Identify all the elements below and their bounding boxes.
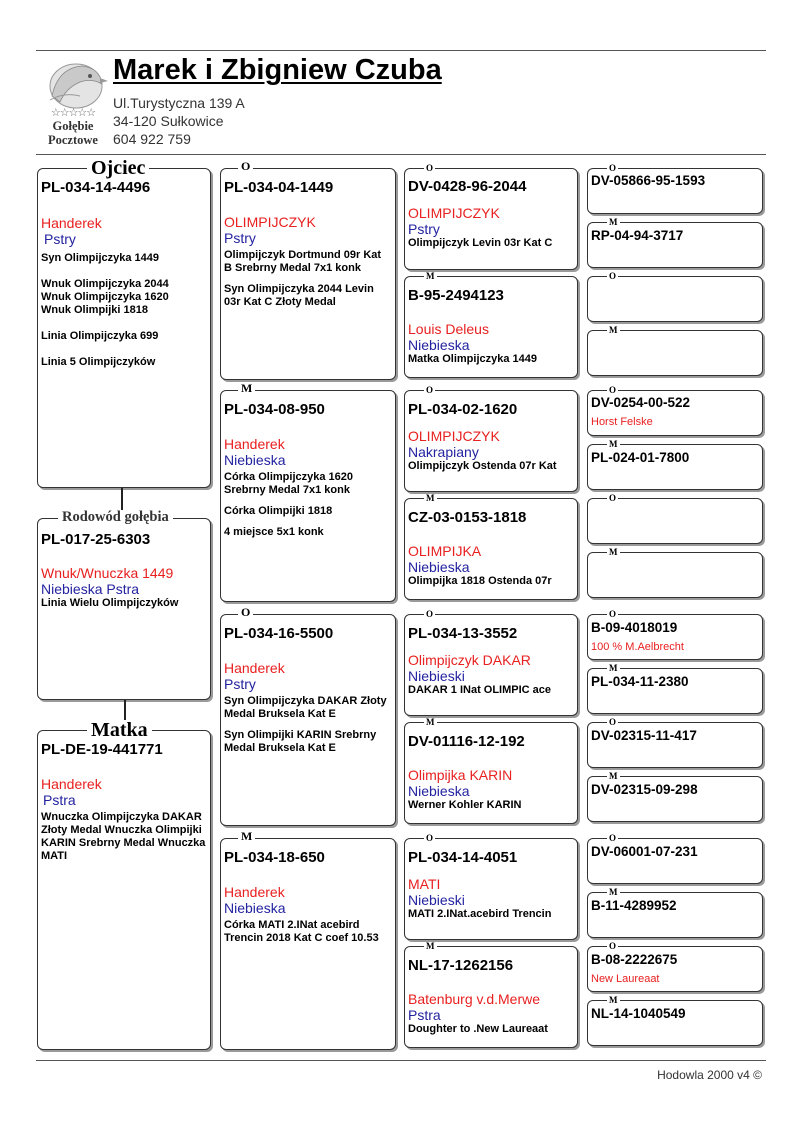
gen3-box-5: PL-034-13-3552 Olimpijczyk DAKAR Niebieski DAKAR 1 INat OLIMPIC ace [404,614,578,716]
gen3-box-3: PL-034-02-1620 OLIMPIJCZYK Nakrapiany Olimpijczyk Ostenda 07r Kat [404,390,578,492]
dam-color: Pstra [43,792,76,808]
address-line-3: 604 922 759 [113,131,191,147]
gen4-label-1: O [609,163,617,173]
gen4-box-15: B-08-2222675 New Laureaat [587,946,763,992]
sire-box [37,168,211,488]
gen4-box-3 [587,276,763,322]
gen4-box-16: NL-14-1040549 [587,1000,763,1046]
gen4-label-2: M [609,217,618,227]
pigeon-name: Wnuk/Wnuczka 1449 [41,565,174,581]
gen4-label-4: M [609,325,618,335]
pigeon-desc: Linia Wielu Olimpijczyków [41,597,179,609]
gen4-box-9: B-09-4018019 100 % M.Aelbrecht [587,614,763,660]
sire-name: Handerek [41,215,102,231]
gen2-label-4: M [238,830,255,842]
gen3-box-4: CZ-03-0153-1818 OLIMPIJKA Niebieska Olimpijka 1818 Ostenda 07r [404,498,578,600]
gen3-box-2: B-95-2494123 Louis Deleus Niebieska Matka Olimpijczyka 1449 [404,276,578,378]
gen4-label-15: O [609,941,617,951]
gen4-box-5: DV-0254-00-522 Horst Felske [587,390,763,436]
dam-desc: Wnuczka Olimpijczyka DAKAR Złoty Medal Wnuczka Olimpijki KARIN Srebrny Medal Wnuczka MATI [41,811,206,862]
sire-desc: Syn Olimpijczyka 1449 Wnuk Olimpijczyka 2044 Wnuk Olimpijczyka 1620 Wnuk Olimpijki 1818 Linia Olimpijczyka 699 Linia 5 Olimpijczyków [41,252,169,368]
dam-label: Matka [87,720,152,740]
footer-rule [36,1060,766,1061]
logo [36,56,110,148]
gen2-label-1: O [238,160,253,172]
gen4-label-13: O [609,833,617,843]
gen4-box-6: PL-024-01-7800 [587,444,763,490]
pigeon-box [37,518,211,700]
gen2-box-2: PL-034-08-950 Handerek Niebieska Córka Olimpijczyka 1620 Srebrny Medal 7x1 konk Córka Olimpijki 1818 4 miejsce 5x1 konk [220,390,396,602]
logo-text-line2: Pocztowe [48,133,98,147]
pigeon-ring: PL-017-25-6303 [41,531,151,548]
gen2-box-1: PL-034-04-1449 OLIMPIJCZYK Pstry Olimpijczyk Dortmund 09r Kat B Srebrny Medal 7x1 konk Syn Olimpijczyka 2044 Levin 03r Kat C Złoty Medal [220,168,396,380]
footer-credit: Hodowla 2000 v4 © [657,1068,762,1082]
gen4-label-5: O [609,385,617,395]
header-rule [36,154,766,155]
gen3-label-8: M [426,941,435,951]
logo-text-line1: Gołębie [52,119,94,133]
gen4-box-1: DV-05866-95-1593 [587,168,763,214]
gen3-box-7: PL-034-14-4051 MATI Niebieski MATI 2.INat.acebird Trencin [404,838,578,940]
address-line-2: 34-120 Sułkowice [113,113,224,129]
address-line-1: Ul.Turystyczna 139 A [113,95,245,111]
gen2-box-4: PL-034-18-650 Handerek Niebieska Córka MATI 2.INat acebird Trencin 2018 Kat C coef 10.53 [220,838,396,1050]
gen4-label-10: M [609,663,618,673]
gen4-label-12: M [609,771,618,781]
sire-label: Ojciec [87,158,149,178]
owner-name: Marek i Zbigniew Czuba [113,54,442,86]
gen4-box-13: DV-06001-07-231 [587,838,763,884]
logo-stars: ☆☆☆☆☆ [50,106,96,119]
gen3-label-5: O [426,609,434,619]
gen2-label-2: M [238,382,255,394]
gen4-label-8: M [609,547,618,557]
gen4-label-14: M [609,887,618,897]
gen3-box-6: DV-01116-12-192 Olimpijka KARIN Niebieska Werner Kohler KARIN [404,722,578,824]
sire-color: Pstry [44,231,76,247]
gen4-box-7 [587,498,763,544]
gen4-label-11: O [609,717,617,727]
pigeon-logo-icon [36,56,110,112]
gen4-box-8 [587,552,763,598]
gen3-label-7: O [426,833,434,843]
gen4-box-10: PL-034-11-2380 [587,668,763,714]
gen4-label-7: O [609,493,617,503]
gen4-box-2: RP-04-94-3717 [587,222,763,268]
top-rule [36,50,766,51]
gen2-box-3: PL-034-16-5500 Handerek Pstry Syn Olimpijczyka DAKAR Złoty Medal Bruksela Kat E Syn Olimpijki KARIN Srebrny Medal Bruksela Kat E [220,614,396,826]
gen4-box-4 [587,330,763,376]
dam-box [37,730,211,1050]
pigeon-label: Rodowód gołębia [58,510,173,525]
gen3-label-2: M [426,271,435,281]
gen3-label-4: M [426,493,435,503]
pigeon-color: Niebieska Pstra [41,581,140,597]
gen3-box-8: NL-17-1262156 Batenburg v.d.Merwe Pstra Doughter to .New Laureaat [404,946,578,1048]
gen3-label-1: O [426,163,434,173]
gen4-box-11: DV-02315-11-417 [587,722,763,768]
gen4-label-9: O [609,609,617,619]
dam-name: Handerek [41,776,102,792]
gen4-box-12: DV-02315-09-298 [587,776,763,822]
dam-ring: PL-DE-19-441771 [41,741,163,758]
gen3-box-1: DV-0428-96-2044 OLIMPIJCZYK Pstry Olimpijczyk Levin 03r Kat C [404,168,578,270]
gen4-label-3: O [609,271,617,281]
gen3-label-3: O [426,385,434,395]
gen4-label-16: M [609,995,618,1005]
gen4-box-14: B-11-4289952 [587,892,763,938]
gen2-label-3: O [238,606,253,618]
gen4-label-6: M [609,439,618,449]
sire-ring: PL-034-14-4496 [41,179,151,196]
gen3-label-6: M [426,717,435,727]
